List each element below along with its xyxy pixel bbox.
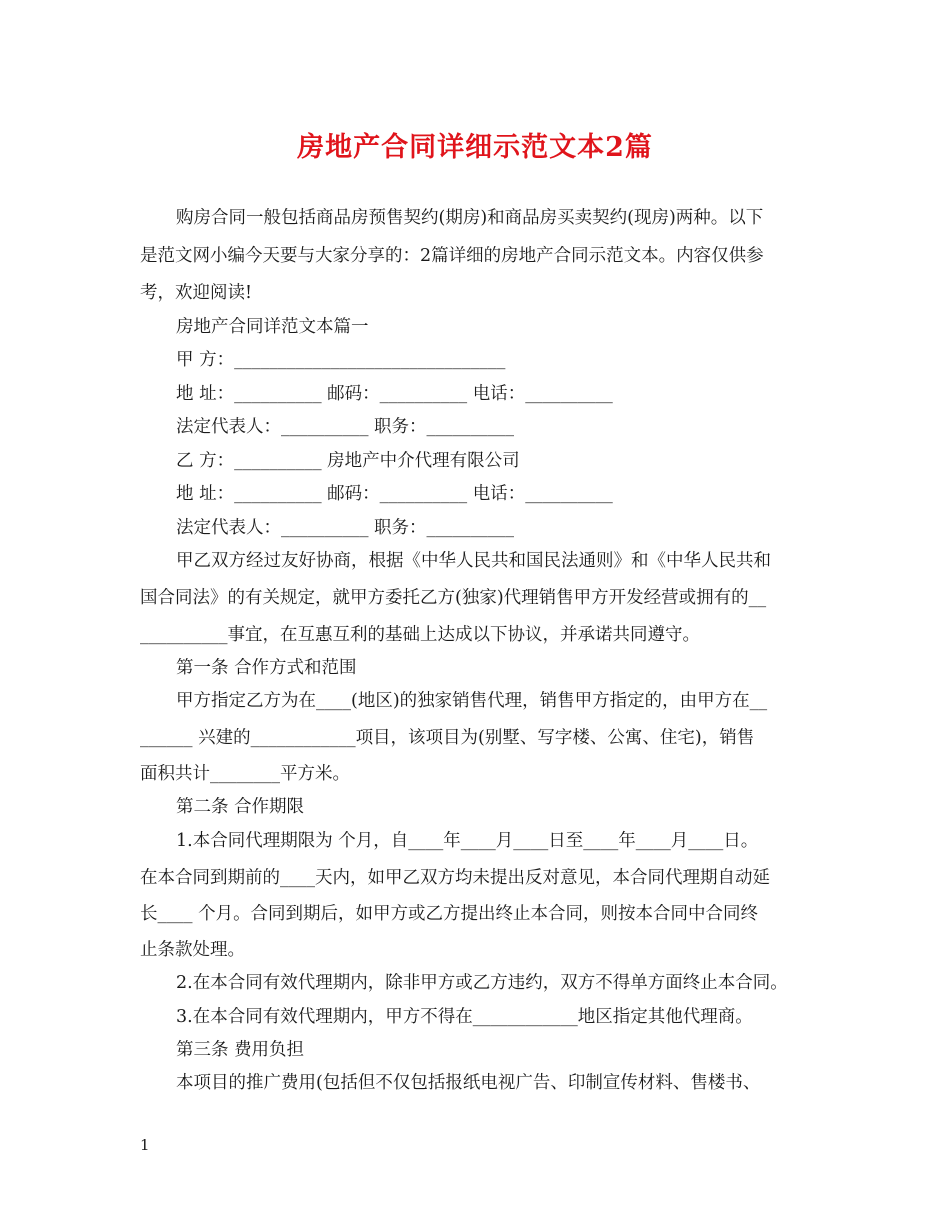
document-title: 房地产合同详细示范文本2篇 [297,132,653,163]
page-number: 1 [140,1136,150,1154]
paragraph-line: 国合同法》的有关规定，就甲方委托乙方(独家)代理销售甲方开发经营或拥有的__ [140,588,767,608]
form-line: 地 址：__________ 邮码：__________ 电话：__________ [176,384,613,404]
paragraph-line: 购房合同一般包括商品房预售契约(期房)和商品房买卖契约(现房)两种。以下 [176,208,764,228]
paragraph-line: 3.在本合同有效代理期内，甲方不得在____________地区指定其他代理商。 [176,1007,753,1027]
paragraph-line: 长____ 个月。合同到期后，如甲方或乙方提出终止本合同，则按本合同中合同终 [140,904,759,924]
paragraph-line: 本项目的推广费用(包括但不仅包括报纸电视广告、印制宣传材料、售楼书、 [176,1073,761,1093]
paragraph-line: 在本合同到期前的____天内，如甲乙双方均未提出反对意见，本合同代理期自动延 [140,868,770,888]
form-line: 甲 方：_______________________________ [176,350,506,370]
paragraph-line: 止条款处理。 [140,940,245,960]
form-line: 乙 方：__________ 房地产中介代理有限公司 [176,451,520,471]
paragraph-line: ______ 兴建的____________项目，该项目为(别墅、写字楼、公寓、住宅)，销售 [140,728,755,748]
paragraph-line: 是范文网小编今天要与大家分享的：2篇详细的房地产合同示范文本。内容仅供参 [140,246,764,266]
article-heading: 第三条 费用负担 [176,1040,305,1060]
paragraph-line: 2.在本合同有效代理期内，除非甲方或乙方违约，双方不得单方面终止本合同。 [176,973,788,993]
paragraph-line: 甲乙双方经过友好协商，根据《中华人民共和国民法通则》和《中华人民共和 [176,551,771,571]
article-heading: 第一条 合作方式和范围 [176,658,357,678]
section-heading: 房地产合同详范文本篇一 [176,317,369,337]
paragraph-line: 考，欢迎阅读! [140,283,253,303]
paragraph-line: 1.本合同代理期限为 个月，自____年____月____日至____年____月____日。 [176,831,759,851]
form-line: 法定代表人：__________ 职务：__________ [176,518,515,538]
paragraph-line: __________事宜，在互惠互利的基础上达成以下协议，并承诺共同遵守。 [140,625,700,645]
paragraph-line: 面积共计________平方米。 [140,764,350,784]
paragraph-line: 甲方指定乙方为在____(地区)的独家销售代理，销售甲方指定的，由甲方在__ [176,691,768,711]
form-line: 地 址：__________ 邮码：__________ 电话：__________ [176,484,613,504]
form-line: 法定代表人：__________ 职务：__________ [176,417,515,437]
article-heading: 第二条 合作期限 [176,797,305,817]
